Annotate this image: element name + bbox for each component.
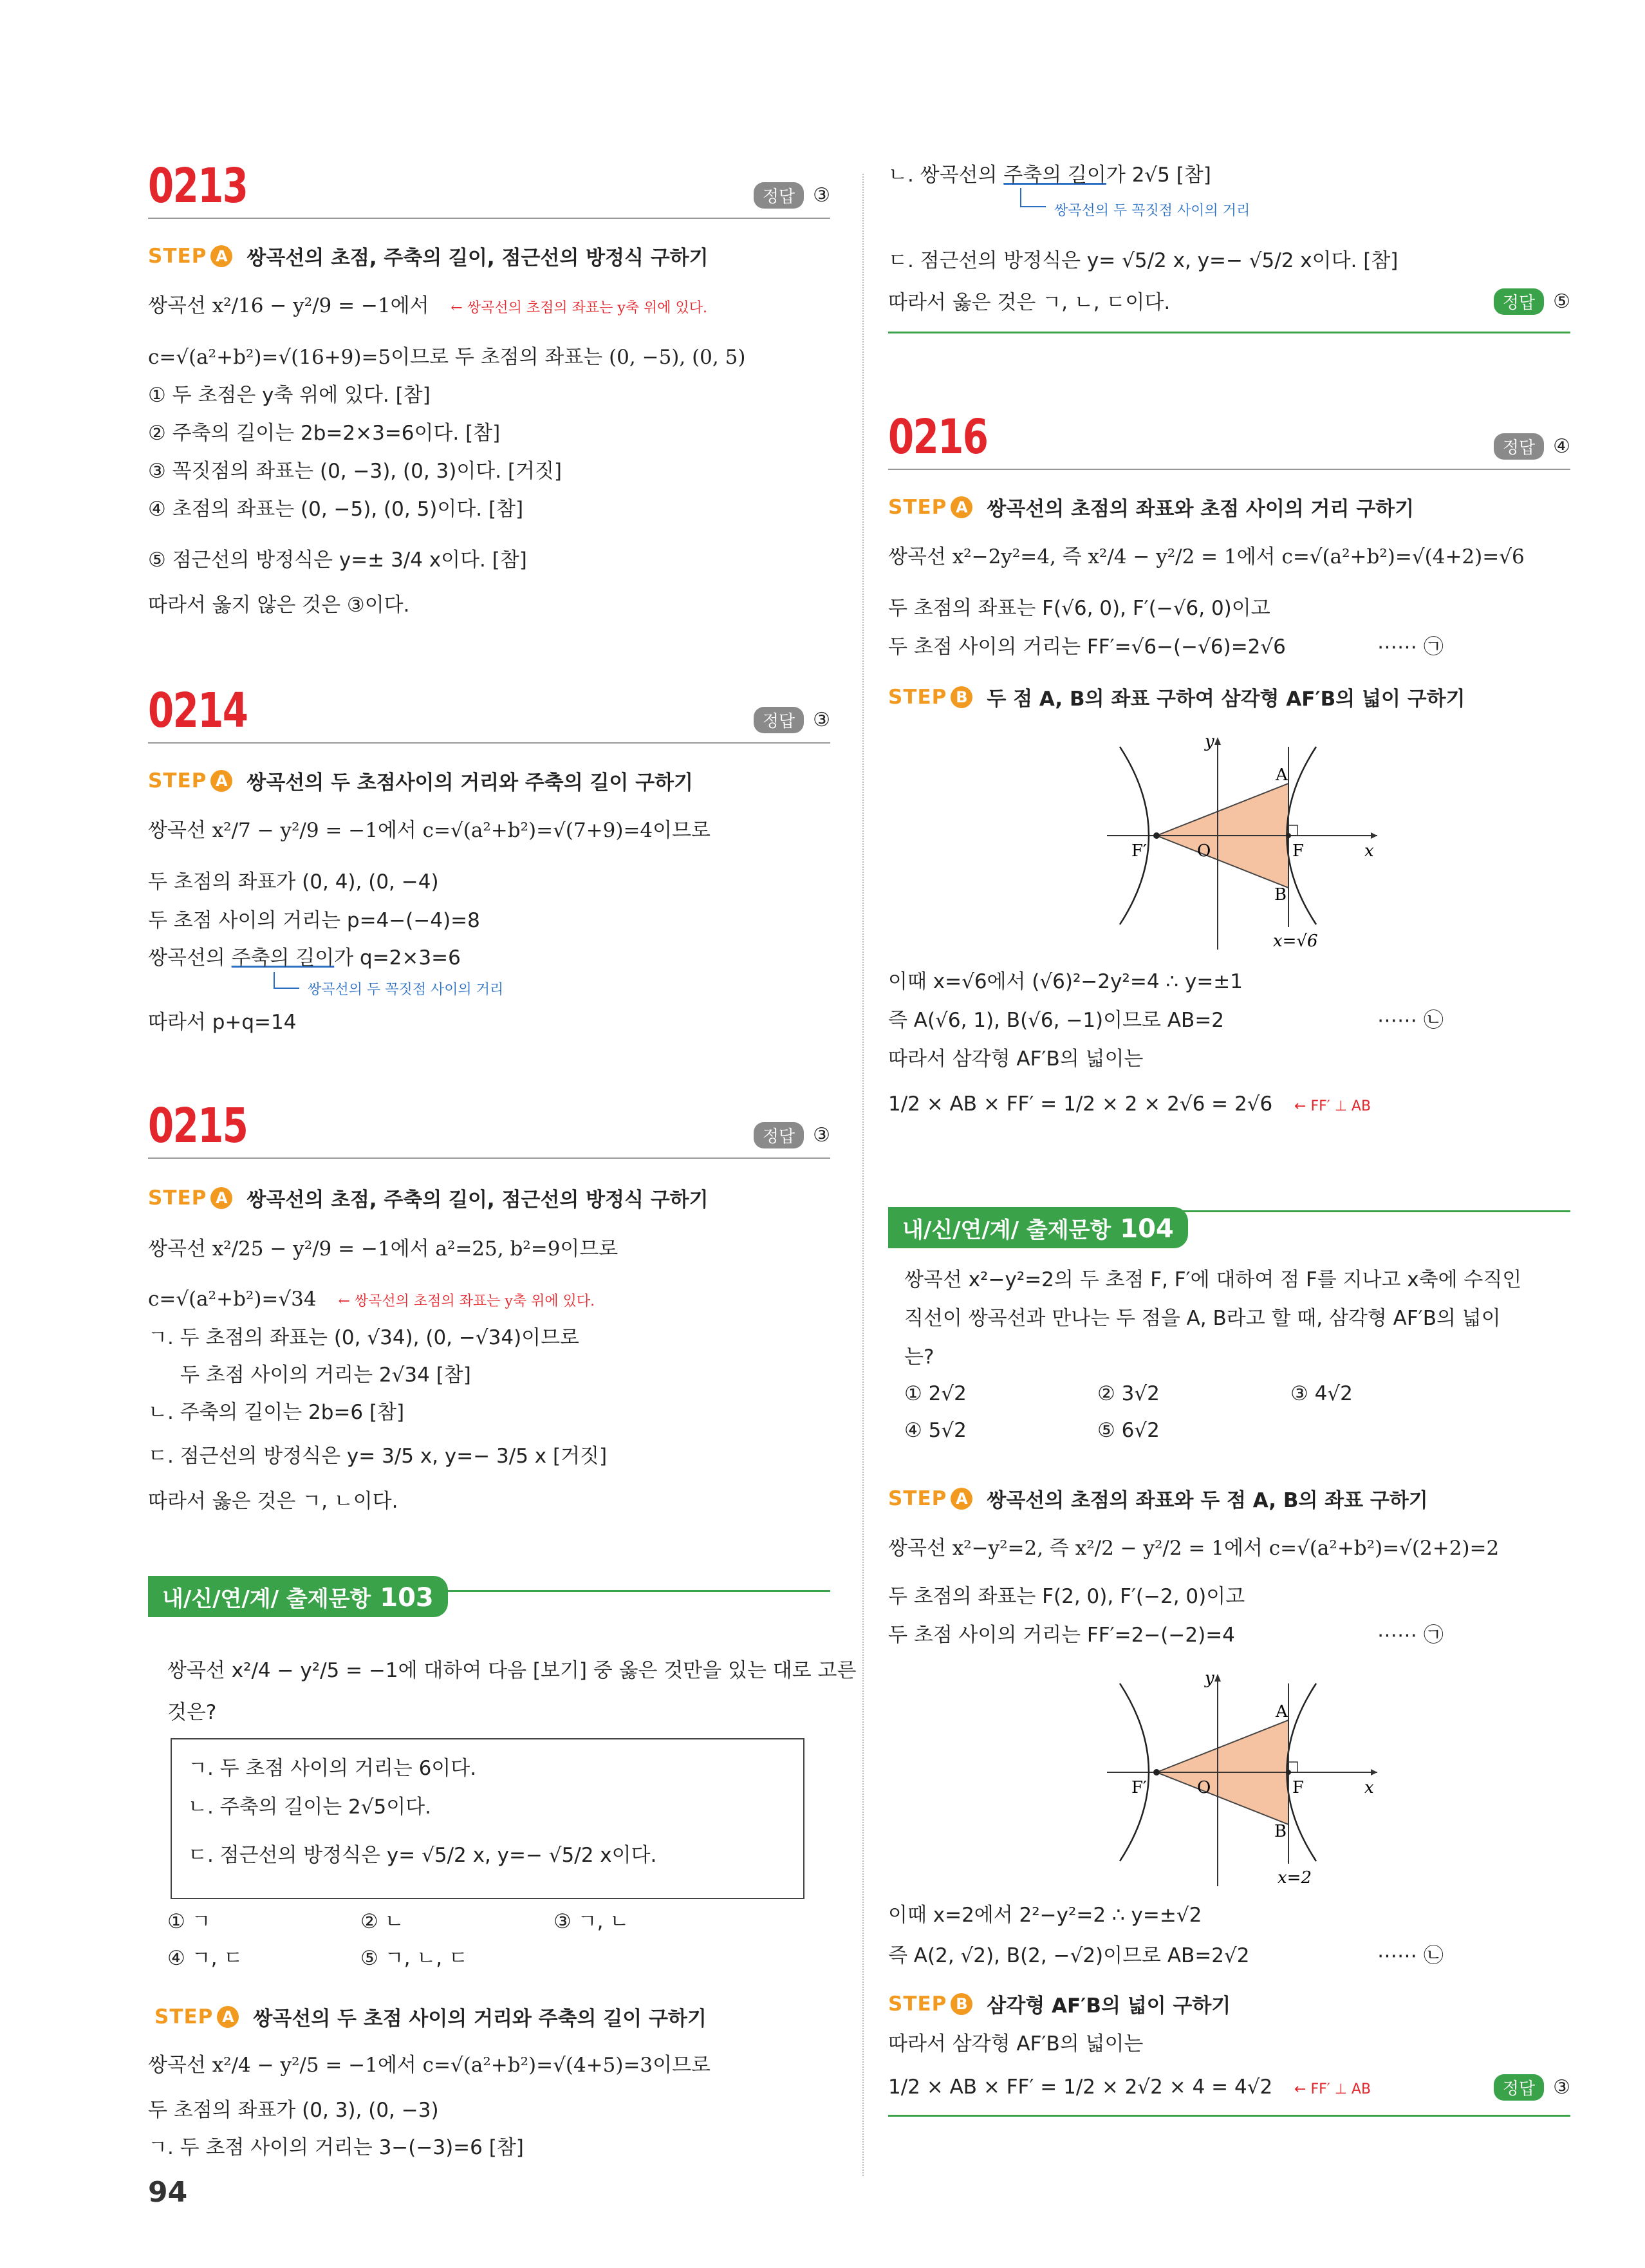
step-a-heading: [148, 1183, 709, 1212]
example-103-title: [148, 1576, 448, 1617]
choice: ① ㄱ: [167, 1910, 211, 1933]
question-line: 직선이 쌍곡선과 만나는 두 점을 A, B라고 할 때, 삼각형 AF′B의 넓이: [904, 1307, 1501, 1330]
answer-label: 정답: [754, 182, 804, 209]
underlined-term: 주축의 길이: [231, 946, 335, 970]
red-note: ← FF′ ⊥ AB: [1294, 2081, 1371, 2097]
solution-line: ③ 꼭짓점의 좌표는 (0, −3), (0, 3)이다. [거짓]: [148, 460, 562, 483]
answer-label: 정답: [1494, 433, 1544, 460]
choice: ② 3√2: [1097, 1382, 1160, 1405]
choice: ⑤ ㄱ, ㄴ, ㄷ: [360, 1947, 468, 1970]
step-word: STEP: [888, 685, 947, 709]
red-note: ← 쌍곡선의 초점의 좌표는 y축 위에 있다.: [451, 300, 708, 316]
solution-line: 즉 A(2, √2), B(2, −√2)이므로 AB=2√2: [888, 1944, 1250, 1967]
label-o: O: [1197, 1778, 1211, 1797]
bogi-item: ㄷ. 점근선의 방정식은 y= √5/2 x, y=− √5/2 x이다.: [188, 1844, 657, 1867]
solution-line: ㄷ. 점근선의 방정식은 y= √5/2 x, y=− √5/2 x이다. [참]: [888, 249, 1399, 272]
answer-tag: [1494, 288, 1570, 315]
example-number: 103: [380, 1583, 434, 1613]
step-title: 쌍곡선의 초점의 좌표와 초점 사이의 거리 구하기: [987, 498, 1415, 521]
solution-line: ② 주축의 길이는 2b=2×3=6이다. [참]: [148, 422, 501, 445]
red-note: ← 쌍곡선의 초점의 좌표는 y축 위에 있다.: [338, 1293, 595, 1309]
solution-line: 즉 A(√6, 1), B(√6, −1)이므로 AB=2: [888, 1009, 1225, 1032]
text: 쌍곡선의: [148, 946, 232, 970]
equation: c=√(a²+b²)=√34: [148, 1288, 317, 1311]
answer-value: ③: [813, 184, 830, 207]
step-letter: A: [951, 496, 972, 518]
solution-line: [148, 1286, 595, 1315]
y-arrow: [1214, 737, 1221, 745]
x-arrow: [1371, 1769, 1377, 1776]
solution-line: 이때 x=2에서 2²−y²=2 ∴ y=±√2: [888, 1904, 1202, 1927]
label-y: y: [1205, 732, 1214, 751]
label-o: O: [1197, 841, 1211, 861]
problem-0213-header: [148, 155, 830, 219]
solution-line: 따라서 옳은 것은 ㄱ, ㄴ이다.: [148, 1490, 398, 1513]
solution-line: ㄱ. 두 초점의 좌표는 (0, √34), (0, −√34)이므로: [148, 1326, 579, 1349]
hyperbola-figure-104: [1094, 1664, 1390, 1896]
step-word: STEP: [148, 1186, 207, 1210]
step-a-heading: [154, 2002, 707, 2031]
equation: 1/2 × AB × FF′ = 1/2 × 2 × 2√6 = 2√6: [888, 1092, 1273, 1116]
choice: ② ㄴ: [360, 1910, 404, 1933]
label-x: x: [1364, 841, 1374, 861]
solution-line: [148, 293, 707, 321]
step-title: 쌍곡선의 두 초점사이의 거리와 주축의 길이 구하기: [246, 771, 693, 794]
solution-line: 쌍곡선 x²/25 − y²/9 = −1에서 a²=25, b²=9이므로: [148, 1237, 618, 1261]
problem-number: 0213: [148, 158, 248, 214]
equation: 쌍곡선 x²/16 − y²/9 = −1에서: [148, 294, 429, 317]
step-title: 쌍곡선의 초점, 주축의 길이, 점근선의 방정식 구하기: [246, 1188, 709, 1212]
answer-tag: [754, 707, 830, 733]
problem-0216-header: [888, 406, 1570, 470]
question-line: 쌍곡선 x²−y²=2의 두 초점 F, F′에 대하여 점 F를 지나고 x축에 수직인: [904, 1268, 1522, 1291]
bogi-box: [171, 1738, 804, 1899]
answer-label: 정답: [1494, 288, 1544, 315]
equation-mark: ⋯⋯ ㉠: [1377, 635, 1444, 659]
example-104-title: [888, 1207, 1188, 1248]
answer-value: ③: [813, 709, 830, 731]
underlined-term: 주축의 길이: [1003, 164, 1106, 187]
point-fprime: [1153, 1769, 1160, 1776]
step-letter: B: [951, 1993, 972, 2015]
label-b: B: [1274, 885, 1287, 904]
step-a-heading: [888, 492, 1414, 521]
solution-line: ④ 초점의 좌표는 (0, −5), (0, 5)이다. [참]: [148, 498, 524, 521]
solution-line: 쌍곡선 x²−y²=2, 즉 x²/2 − y²/2 = 1에서 c=√(a²+b²)=√(2+2)=2: [888, 1537, 1500, 1560]
question-line: 것은?: [167, 1701, 217, 1724]
step-a-heading: [148, 241, 709, 270]
answer-value: ③: [813, 1124, 830, 1147]
equation: 1/2 × AB × FF′ = 1/2 × 2√2 × 4 = 4√2: [888, 2076, 1273, 2099]
green-rule: [888, 2115, 1570, 2117]
step-b-heading: [888, 682, 1465, 711]
x-arrow: [1371, 832, 1377, 839]
solution-line: [888, 1091, 1371, 1120]
annotation-arrow: [1020, 188, 1046, 207]
solution-line: 따라서 옳지 않은 것은 ③이다.: [148, 594, 410, 617]
annotation-arrow: [274, 972, 299, 989]
solution-line: 두 초점의 좌표가 (0, 3), (0, −3): [148, 2099, 439, 2122]
solution-line: ㄴ. 주축의 길이는 2b=6 [참]: [148, 1401, 405, 1424]
answer-label: 정답: [754, 1122, 804, 1148]
step-letter: A: [210, 1187, 232, 1209]
label-line-equation: x=2: [1278, 1868, 1312, 1888]
step-word: STEP: [888, 1992, 947, 2016]
step-word: STEP: [154, 2005, 214, 2029]
equation-mark: ⋯⋯ ㉡: [1377, 1944, 1444, 1967]
solution-line: 두 초점 사이의 거리는 FF′=√6−(−√6)=2√6: [888, 635, 1286, 659]
blue-note: 쌍곡선의 두 꼭짓점 사이의 거리: [1054, 203, 1250, 219]
step-title: 두 점 A, B의 좌표 구하여 삼각형 AF′B의 넓이 구하기: [987, 688, 1465, 711]
solution-line: 두 초점 사이의 거리는 2√34 [참]: [180, 1364, 471, 1387]
choice: ④ ㄱ, ㄷ: [167, 1947, 243, 1970]
step-title: 쌍곡선의 두 초점 사이의 거리와 주축의 길이 구하기: [253, 2007, 707, 2030]
step-letter: A: [210, 245, 232, 267]
page-number: 94: [148, 2176, 188, 2209]
problem-0215-header: [148, 1094, 830, 1159]
solution-line: [888, 162, 1211, 188]
choice: ① 2√2: [904, 1382, 967, 1405]
answer-label: 정답: [1494, 2074, 1544, 2101]
step-letter: A: [951, 1488, 972, 1510]
problem-number: 0215: [148, 1098, 248, 1154]
red-note: ← FF′ ⊥ AB: [1294, 1098, 1371, 1114]
solution-line: 두 초점 사이의 거리는 FF′=2−(−2)=4: [888, 1624, 1235, 1647]
label-y: y: [1205, 1669, 1214, 1688]
point-f: [1286, 1770, 1291, 1775]
equation-mark: ⋯⋯ ㉡: [1377, 1009, 1444, 1032]
column-divider: [862, 174, 864, 2176]
answer-value: ⑤: [1553, 290, 1570, 313]
solution-line: 두 초점의 좌표는 F(2, 0), F′(−2, 0)이고: [888, 1585, 1245, 1608]
label-a: A: [1276, 1702, 1288, 1721]
solution-line: 두 초점의 좌표는 F(√6, 0), F′(−√6, 0)이고: [888, 597, 1270, 620]
choice: ④ 5√2: [904, 1419, 967, 1442]
solution-line: [148, 945, 461, 971]
step-letter: B: [951, 686, 972, 708]
solution-line: c=√(a²+b²)=√(16+9)=5이므로 두 초점의 좌표는 (0, −5), (0, 5): [148, 346, 746, 369]
bogi-item: ㄴ. 주축의 길이는 2√5이다.: [188, 1795, 431, 1819]
choice: ③ 4√2: [1290, 1382, 1353, 1405]
problem-number: 0216: [888, 409, 988, 465]
question-line: 는?: [904, 1345, 934, 1369]
point-f: [1286, 833, 1291, 838]
answer-label: 정답: [754, 707, 804, 733]
label-line-equation: x=√6: [1273, 932, 1318, 951]
solution-line: ㄷ. 점근선의 방정식은 y= 3/5 x, y=− 3/5 x [거짓]: [148, 1445, 608, 1468]
problem-0214-header: [148, 679, 830, 744]
solution-line: 두 초점의 좌표가 (0, 4), (0, −4): [148, 870, 439, 894]
solution-line: ㄱ. 두 초점 사이의 거리는 3−(−3)=6 [참]: [148, 2136, 524, 2159]
step-word: STEP: [888, 1486, 947, 1510]
choice: ③ ㄱ, ㄴ: [553, 1910, 629, 1933]
answer-value: ③: [1553, 2076, 1570, 2099]
example-number: 104: [1120, 1214, 1174, 1244]
step-word: STEP: [888, 495, 947, 519]
step-b-heading: [888, 1989, 1231, 2018]
question-line: 쌍곡선 x²/4 − y²/5 = −1에 대하여 다음 [보기] 중 옳은 것만을 있는 대로 고른: [167, 1659, 857, 1682]
text: ㄴ. 쌍곡선의: [888, 164, 1004, 187]
answer-value: ④: [1553, 435, 1570, 458]
bogi-item: ㄱ. 두 초점 사이의 거리는 6이다.: [188, 1757, 477, 1780]
step-a-heading: [888, 1484, 1428, 1513]
step-word: STEP: [148, 769, 207, 792]
equation-mark: ⋯⋯ ㉠: [1377, 1624, 1444, 1647]
step-word: STEP: [148, 244, 207, 268]
label-a: A: [1276, 765, 1288, 785]
point-fprime: [1153, 832, 1160, 839]
solution-line: 따라서 삼각형 AF′B의 넓이는: [888, 1047, 1144, 1071]
solution-line: 두 초점 사이의 거리는 p=4−(−4)=8: [148, 909, 480, 932]
green-rule: [888, 332, 1570, 333]
problem-number: 0214: [148, 683, 248, 738]
solution-line: [888, 2074, 1371, 2103]
example-title: 내/신/연/계/ 출제문항: [902, 1217, 1111, 1243]
label-fprime: F′: [1131, 841, 1147, 861]
label-f: F: [1292, 841, 1305, 861]
text: 가 q=2×3=6: [334, 946, 461, 970]
label-fprime: F′: [1131, 1778, 1147, 1797]
solution-line: ⑤ 점근선의 방정식은 y=± 3/4 x이다. [참]: [148, 548, 527, 572]
solution-line: 따라서 삼각형 AF′B의 넓이는: [888, 2032, 1144, 2056]
step-a-heading: [148, 766, 693, 795]
hyperbola-figure-0216: [1094, 727, 1390, 959]
text: 가 2√5 [참]: [1106, 164, 1211, 187]
answer-tag: [1494, 433, 1570, 460]
step-title: 삼각형 AF′B의 넓이 구하기: [987, 1994, 1231, 2018]
example-title: 내/신/연/계/ 출제문항: [162, 1586, 371, 1612]
label-x: x: [1364, 1778, 1374, 1797]
solution-line: 따라서 p+q=14: [148, 1011, 297, 1034]
answer-tag: [754, 182, 830, 209]
solution-line: 따라서 옳은 것은 ㄱ, ㄴ, ㄷ이다.: [888, 291, 1171, 314]
step-letter: A: [217, 2006, 239, 2028]
step-letter: A: [210, 770, 232, 792]
step-title: 쌍곡선의 초점, 주축의 길이, 점근선의 방정식 구하기: [246, 247, 709, 270]
solution-line: ① 두 초점은 y축 위에 있다. [참]: [148, 384, 431, 407]
step-title: 쌍곡선의 초점의 좌표와 두 점 A, B의 좌표 구하기: [987, 1489, 1428, 1512]
y-arrow: [1214, 1674, 1221, 1682]
blue-note: 쌍곡선의 두 꼭짓점 사이의 거리: [308, 982, 504, 998]
solution-line: 이때 x=√6에서 (√6)²−2y²=4 ∴ y=±1: [888, 970, 1243, 993]
solution-line: 쌍곡선 x²/7 − y²/9 = −1에서 c=√(a²+b²)=√(7+9)=4이므로: [148, 819, 711, 842]
label-b: B: [1274, 1822, 1287, 1841]
label-f: F: [1292, 1778, 1305, 1797]
choice: ⑤ 6√2: [1097, 1419, 1160, 1442]
solution-line: 쌍곡선 x²/4 − y²/5 = −1에서 c=√(a²+b²)=√(4+5)=3이므로: [148, 2054, 711, 2077]
solution-line: 쌍곡선 x²−2y²=4, 즉 x²/4 − y²/2 = 1에서 c=√(a²+b²)=√(4+2)=√6: [888, 545, 1525, 568]
answer-tag: [754, 1122, 830, 1148]
answer-tag: [1494, 2074, 1570, 2101]
